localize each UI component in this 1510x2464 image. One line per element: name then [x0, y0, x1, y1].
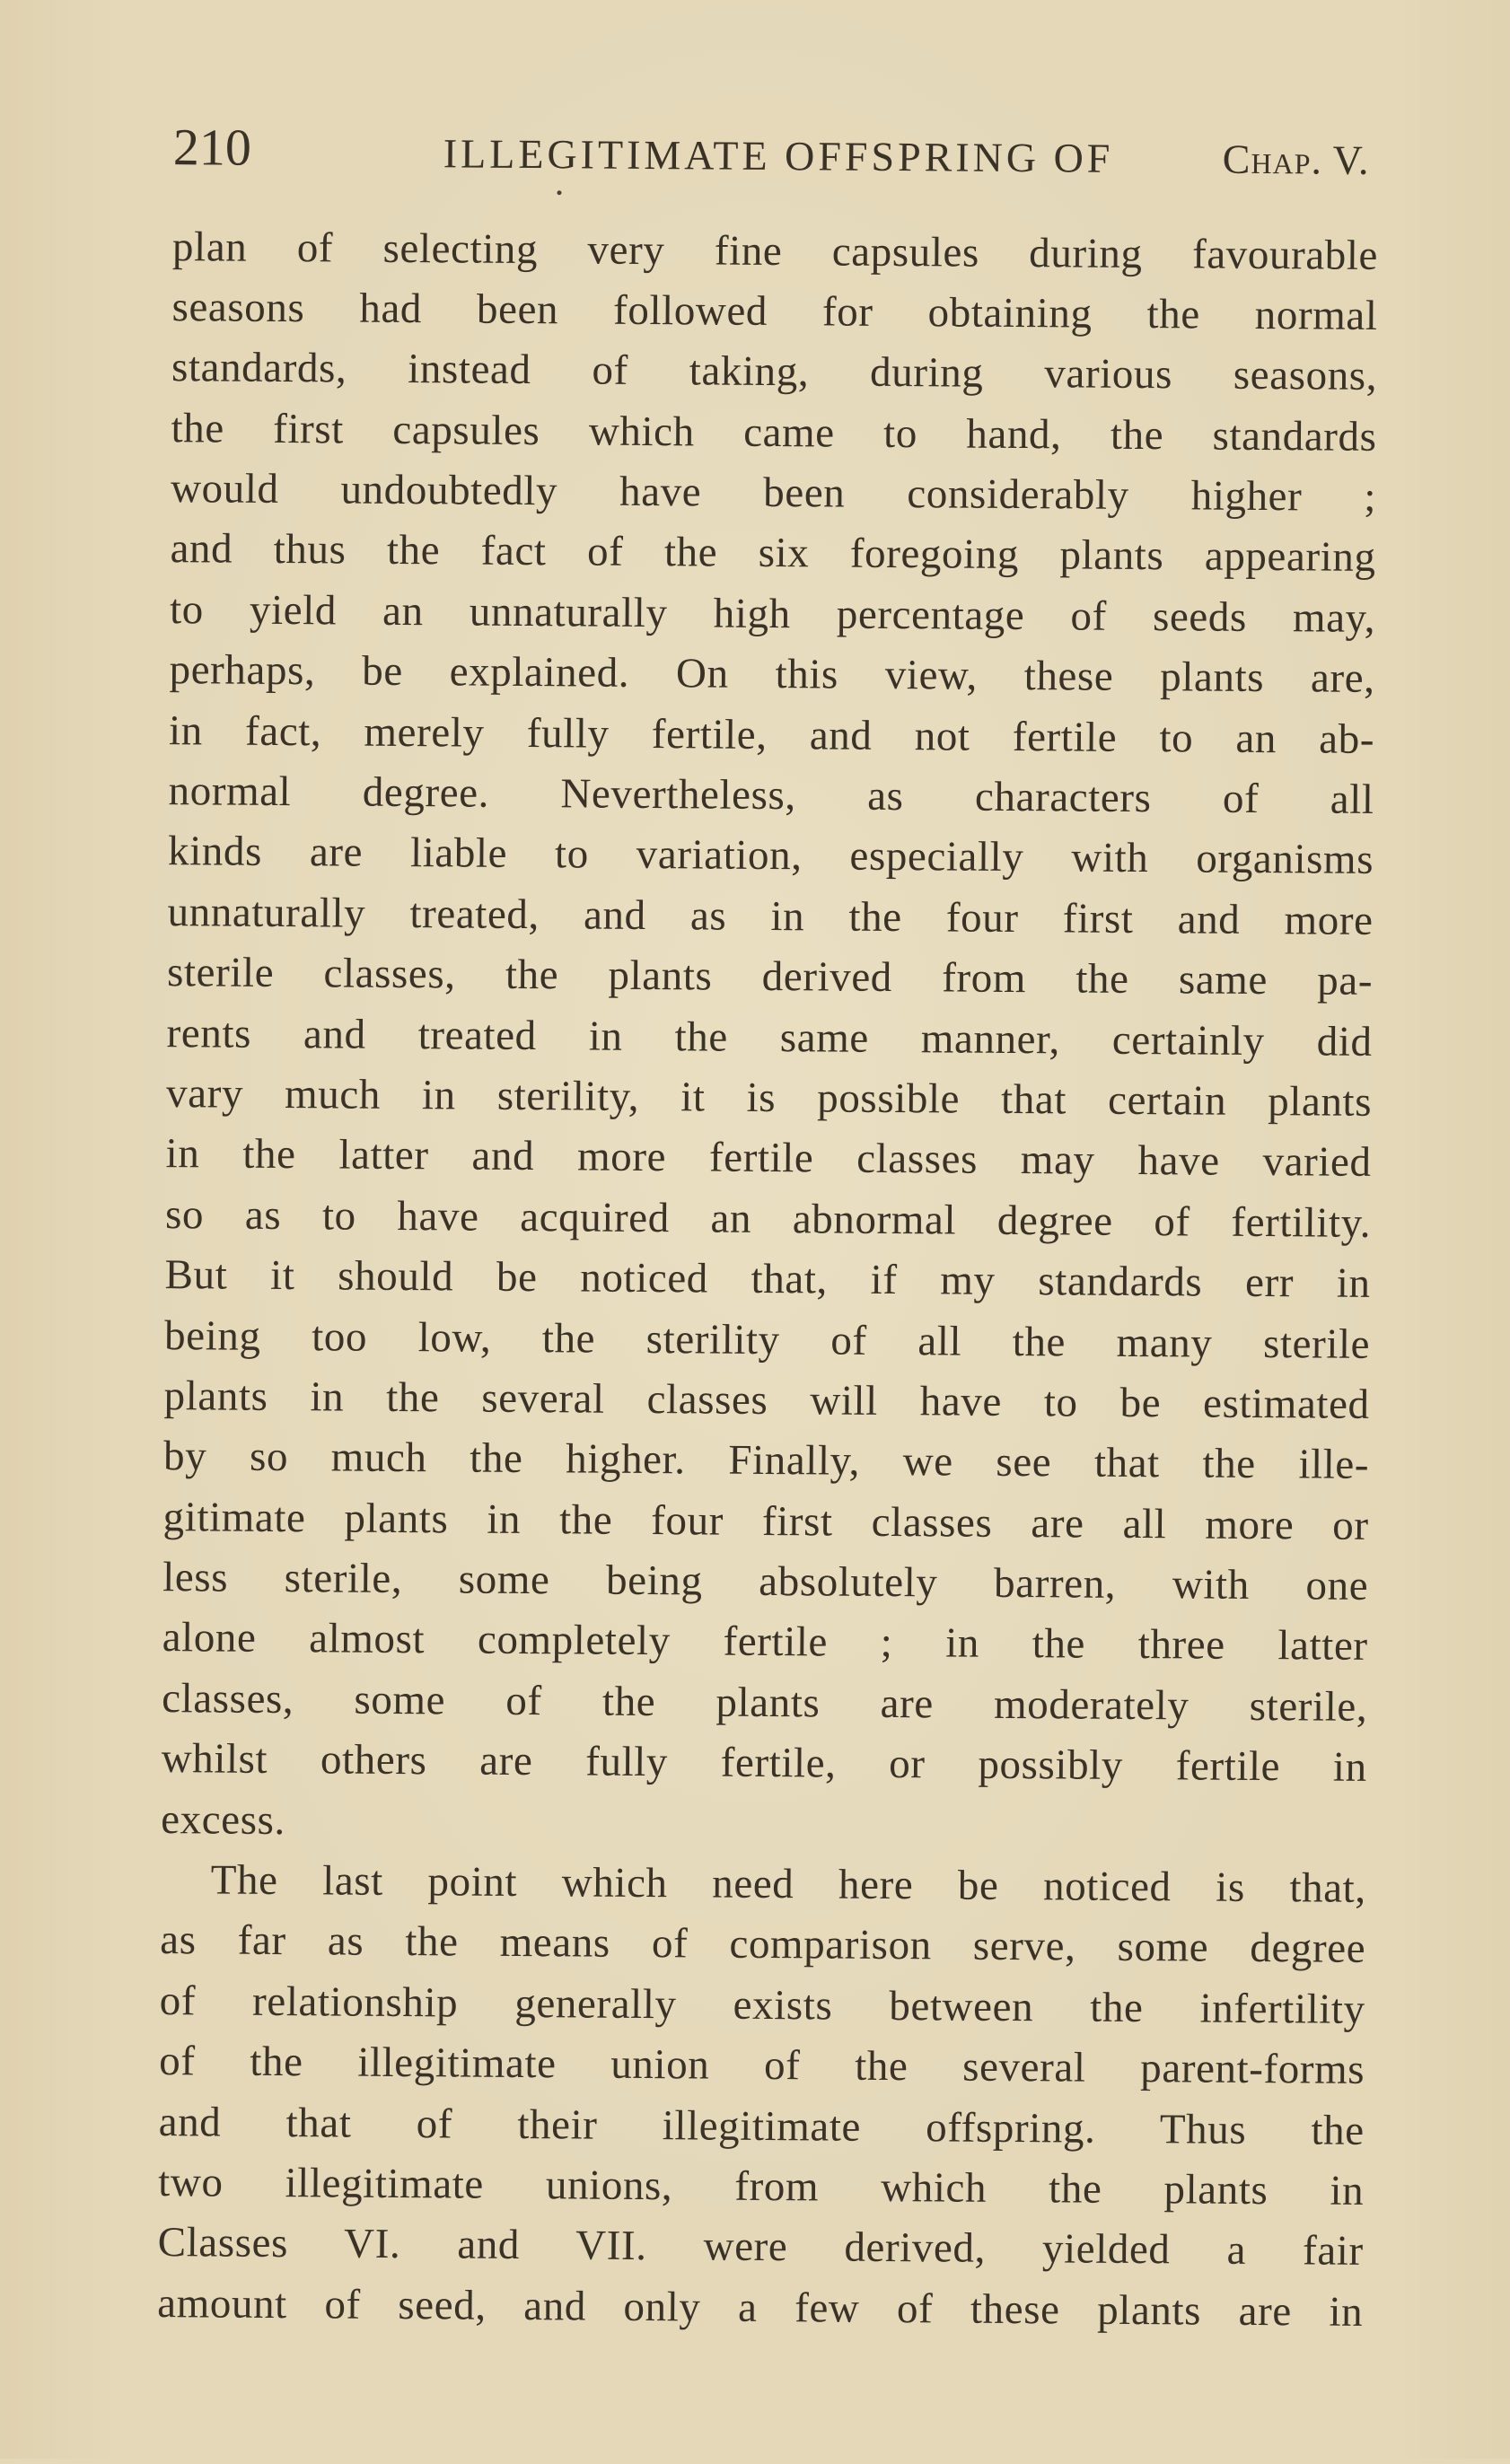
paragraph: [161, 217, 1378, 1859]
text-line: rents and treated in the same manner, certainly did: [166, 1009, 1373, 1065]
text-line: gitimate plants in the four first classes are all more or: [162, 1493, 1369, 1549]
text-line: sterile classes, the plants derived from the same pa-: [166, 949, 1374, 1005]
text-line: and thus the fact of the six foregoing plants appearing: [170, 525, 1376, 582]
chapter-label: Chap. V.: [1222, 136, 1370, 183]
text-line: and that of their illegitimate offspring. Thus the: [158, 2098, 1365, 2154]
text-line: excess.: [161, 1795, 286, 1844]
text-line: would undoubtedly have been considerably higher ;: [170, 465, 1377, 522]
text-line: seasons had been followed for obtaining the normal: [171, 283, 1378, 339]
page-number: 210: [172, 118, 252, 177]
text-line: by so much the higher. Finally, we see that the ille-: [162, 1433, 1370, 1489]
text-line: amount of seed, and only a few of these plants are in: [157, 2279, 1364, 2336]
text-line: in the latter and more fertile classes may have varied: [165, 1130, 1372, 1187]
text-line: of relationship generally exists between the infertility: [159, 1977, 1365, 2033]
text-line: perhaps, be explained. On this view, these plants are,: [169, 646, 1375, 703]
text-line: normal degree. Nevertheless, as characters of all: [168, 767, 1374, 823]
text-line: vary much in sterility, it is possible that certain plants: [165, 1070, 1373, 1126]
paragraph: [157, 1850, 1366, 2343]
text-line: so as to have acquired an abnormal degree of fertility.: [164, 1190, 1372, 1247]
text-line: But it should be noticed that, if my standards err in: [164, 1251, 1371, 1308]
text-line: less sterile, some being absolutely barren, with one: [162, 1554, 1369, 1610]
text-line: the first capsules which came to hand, the standards: [171, 404, 1377, 460]
text-line: as far as the means of comparison serve, some degree: [160, 1916, 1366, 1973]
text-line: plan of selecting very fine capsules during favourable: [171, 223, 1379, 279]
text-line: unnaturally treated, and as in the four first and more: [167, 888, 1374, 944]
text-line: of the illegitimate union of the several parent-forms: [159, 2038, 1365, 2094]
text-line: classes, some of the plants are moderately sterile,: [162, 1674, 1368, 1731]
text-line: The last point which need here be noticed is that,: [210, 1856, 1366, 1912]
text-line: Classes VI. and VII. were derived, yielded a fair: [157, 2219, 1364, 2275]
print-speck: [557, 190, 561, 195]
body-text: [157, 217, 1378, 2343]
text-line: to yield an unnaturally high percentage of seeds may,: [169, 585, 1376, 642]
text-line: whilst others are fully fertile, or possibly fertile in: [161, 1735, 1367, 1792]
running-title: ILLEGITIMATE OFFSPRING OF: [443, 130, 1114, 181]
text-line: standards, instead of taking, during various seasons,: [171, 344, 1378, 400]
text-line: alone almost completely fertile ; in the three latter: [162, 1614, 1368, 1670]
text-line: kinds are liable to variation, especially with organisms: [167, 828, 1374, 884]
text-line: being too low, the sterility of all the many sterile: [163, 1311, 1371, 1368]
text-line: plants in the several classes will have to be estimated: [163, 1372, 1370, 1428]
text-line: two illegitimate unions, from which the plants in: [158, 2159, 1365, 2214]
text-line: in fact, merely fully fertile, and not fertile to an ab-: [168, 706, 1375, 763]
